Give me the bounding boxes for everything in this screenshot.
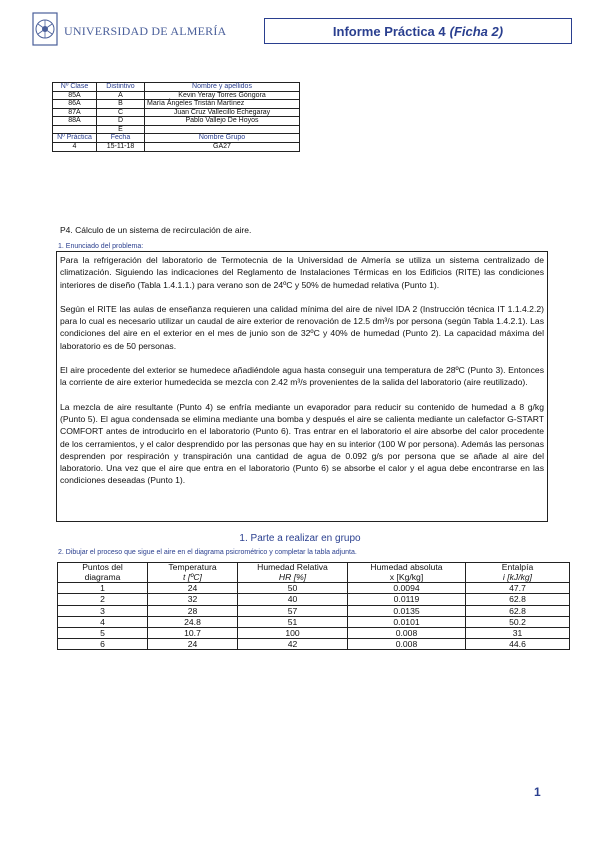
university-name: UNIVERSIDAD DE ALMERÍA [64, 24, 227, 38]
table-cell: GA27 [145, 143, 300, 152]
table-cell: 24 [148, 583, 238, 594]
paragraph: Según el RITE las aulas de enseñanza requieren una calidad mínima del aire de nivel IDA 2 (Instrucción técnica IT 1.1.4.2.2) para lo cual es necesario utilizar un caudal de aire exterior de renovación de 12.5 dm³/s por persona (según Tabla 1.4.2.1). Las condiciones del aire en el exterior en el mes de junio son de 32ºC y 40% de humedad (Punto 2). La capacidad máxima del laboratorio es de 50 personas. [60, 303, 544, 351]
col-header: Nº Clase [53, 83, 97, 92]
col-header: Nombre y apellidos [145, 83, 300, 92]
report-title-sheet: (Ficha 2) [449, 23, 504, 39]
table-row [53, 108, 300, 117]
table-cell: Kevin Yeray Torres Góngora [145, 91, 300, 100]
table-cell: 57 [238, 605, 348, 616]
table-cell: 86A [53, 100, 97, 109]
group-table-header [53, 134, 300, 143]
table-row [58, 639, 570, 650]
psychrometric-table-header [58, 563, 570, 583]
table-row [53, 91, 300, 100]
table-cell: 2 [58, 594, 148, 605]
table-row [58, 583, 570, 594]
table-cell: 51 [238, 616, 348, 627]
table-cell: 50.2 [466, 616, 570, 627]
table-cell: 4 [58, 616, 148, 627]
table-cell: 42 [238, 639, 348, 650]
table-cell: 88A [53, 117, 97, 126]
page-number: 1 [534, 785, 541, 799]
table-cell: Juan Cruz Vallecillo Echegaray [145, 108, 300, 117]
table-row [53, 125, 300, 134]
col-header: Fecha [97, 134, 145, 143]
problem-title: P4. Cálculo de un sistema de recirculación de aire. [60, 225, 252, 235]
table-cell: A [97, 91, 145, 100]
col-header: Humedad Relativa HR [%] [238, 563, 348, 583]
table-cell: 40 [238, 594, 348, 605]
part-title: 1. Parte a realizar en grupo [239, 533, 361, 544]
psychrometric-table [57, 562, 570, 650]
table-cell: 85A [53, 91, 97, 100]
table-cell: 1 [58, 583, 148, 594]
problem-statement [56, 251, 548, 522]
table-cell [53, 125, 97, 134]
table-cell: 44.6 [466, 639, 570, 650]
table-cell: 5 [58, 628, 148, 639]
report-title [264, 18, 572, 44]
col-header: Distintivo [97, 83, 145, 92]
table-cell: C [97, 108, 145, 117]
paragraph: La mezcla de aire resultante (Punto 4) se enfría mediante un evaporador para reducir su contenido de humedad a 8 g/kg (Punto 5). El agua condensada se elimina mediante una bomba y después el aire se calienta mediante un calefactor G-START COMFORT antes de introducirlo en el laboratorio (Punto 6). Tras entrar en el laboratorio el aire absorbe del calor procedente de los cerramientos, y el calor desprendido por las personas que hay en su interior (100 W por persona). Además las personas desprenden por respiración y transpiración una cantidad de agua de 0.092 g/s por persona que se añade al aire del laboratorio. Una vez que el aire que entra en el laboratorio (Punto 6) se absorbe el calor y el agua debe encontrarse en las condiciones deseadas (Punto 1). [60, 401, 544, 486]
table-cell: 31 [466, 628, 570, 639]
students-table-header [53, 83, 300, 92]
table-cell: 3 [58, 605, 148, 616]
table-cell: 0.0094 [348, 583, 466, 594]
table-cell: 87A [53, 108, 97, 117]
table-cell: 0.0135 [348, 605, 466, 616]
university-logo-icon [32, 12, 58, 46]
table-cell: 0.008 [348, 639, 466, 650]
table-cell: 0.008 [348, 628, 466, 639]
table-cell: D [97, 117, 145, 126]
table-cell: 0.0119 [348, 594, 466, 605]
report-title-main: Informe Práctica 4 [332, 23, 446, 39]
col-header: Nº Práctica [53, 134, 97, 143]
paragraph: Para la refrigeración del laboratorio de Termotecnia de la Universidad de Almería se utiliza un sistema centralizado de climatización. Siguiendo las indicaciones del Reglamento de Instalaciones Térmicas en los Edificios (RITE) las condiciones interiores de diseño (Tabla 1.4.1.1.) para verano son de 24ºC y 50% de humedad relativa (Punto 1). [60, 255, 544, 290]
table-row [58, 616, 570, 627]
table-cell: 24.8 [148, 616, 238, 627]
table-cell: B [97, 100, 145, 109]
table-row [58, 605, 570, 616]
paragraph: El aire procedente del exterior se humedece añadiéndole agua hasta conseguir una temperatura de 28ºC (Punto 3). Entonces la corriente de aire exterior humedecida se mezcla con 2.42 m³/s provenientes de la salida del laboratorio (aire reutilizado). [60, 365, 544, 388]
table-cell: 100 [238, 628, 348, 639]
table-cell: 62.8 [466, 605, 570, 616]
section-label: 2. Dibujar el proceso que sigue el aire en el diagrama psicrométrico y completar la tabla adjunta. [58, 549, 357, 556]
table-cell: 0.0101 [348, 616, 466, 627]
table-cell: 24 [148, 639, 238, 650]
table-cell: 10.7 [148, 628, 238, 639]
table-cell: 28 [148, 605, 238, 616]
table-row [53, 117, 300, 126]
table-cell: María Ángeles Tristán Martínez [145, 100, 300, 109]
table-row [58, 594, 570, 605]
table-cell: 62.8 [466, 594, 570, 605]
table-cell: E [97, 125, 145, 134]
table-row [53, 143, 300, 152]
table-row [58, 628, 570, 639]
section-label: 1. Enunciado del problema: [58, 243, 144, 250]
table-row [53, 100, 300, 109]
col-header: Temperatura t [ºC] [148, 563, 238, 583]
col-header: Nombre Grupo [145, 134, 300, 143]
table-cell: Pablo Vallejo De Hoyos [145, 117, 300, 126]
table-cell: 6 [58, 639, 148, 650]
table-cell: 4 [53, 143, 97, 152]
table-cell: 32 [148, 594, 238, 605]
table-cell: 47.7 [466, 583, 570, 594]
table-cell: 15-11-18 [97, 143, 145, 152]
col-header: Entalpía i [kJ/kg] [466, 563, 570, 583]
table-cell [145, 125, 300, 134]
col-header: Puntos del diagrama [58, 563, 148, 583]
col-header: Humedad absoluta x [Kg/kg] [348, 563, 466, 583]
students-table [52, 82, 300, 152]
table-cell: 50 [238, 583, 348, 594]
